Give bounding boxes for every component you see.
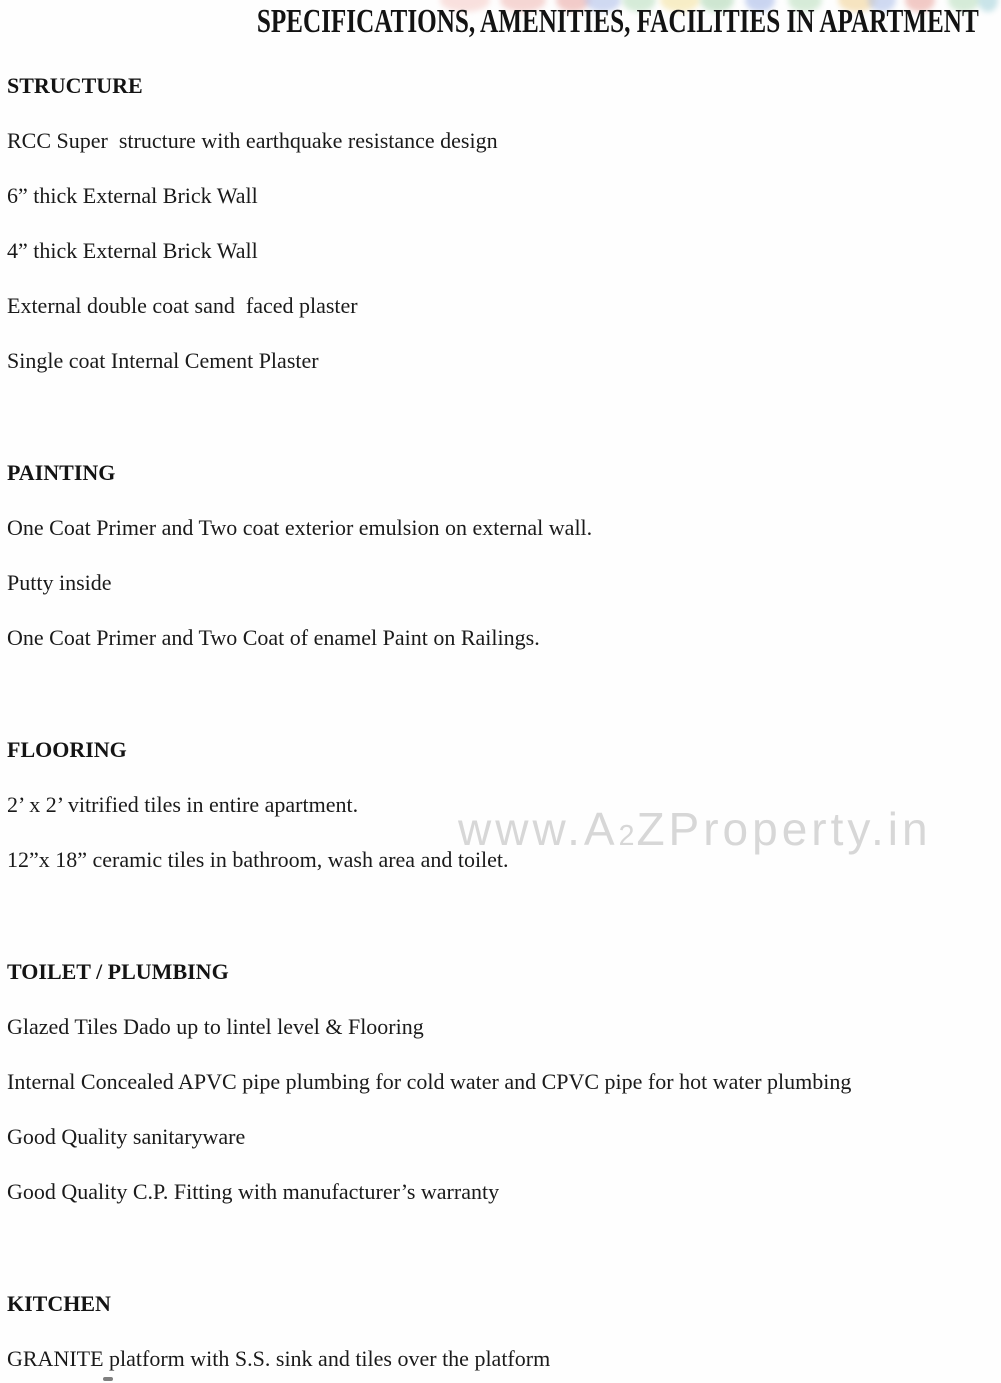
- title-row: [0, 0, 1001, 38]
- spec-item: One Coat Primer and Two Coat of enamel Paint on Railings.: [7, 625, 540, 650]
- spec-item: Putty inside: [7, 570, 112, 595]
- spec-item: 6” thick External Brick Wall: [7, 183, 258, 208]
- section-heading-flooring: FLOORING: [7, 737, 127, 762]
- spec-item: Internal Concealed APVC pipe plumbing for cold water and CPVC pipe for hot water plumbing: [7, 1069, 852, 1094]
- section-heading-structure: STRUCTURE: [7, 73, 143, 98]
- section-heading-kitchen: KITCHEN: [7, 1291, 111, 1316]
- watermark-prefix: www.A: [458, 803, 619, 855]
- spec-item: Good Quality C.P. Fitting with manufacturer’s warranty: [7, 1179, 500, 1204]
- spec-item: Single coat Internal Cement Plaster: [7, 348, 319, 373]
- spec-item: RCC Super structure with earthquake resistance design: [7, 128, 498, 153]
- scan-artifact: [103, 1377, 113, 1381]
- page-title: SPECIFICATIONS, AMENITIES, FACILITIES IN APARTMENT: [256, 3, 979, 40]
- section-painting: [7, 462, 995, 649]
- section-flooring: [7, 739, 995, 871]
- section-structure: [7, 75, 995, 372]
- spec-item: External double coat sand faced plaster: [7, 293, 358, 318]
- spec-item: GRANITE platform with S.S. sink and tiles over the platform: [7, 1346, 551, 1371]
- spec-item: 12”x 18” ceramic tiles in bathroom, wash area and toilet.: [7, 847, 509, 872]
- section-heading-toilet-plumbing: TOILET / PLUMBING: [7, 959, 229, 984]
- specifications-content: [0, 38, 1001, 1370]
- spec-item: 2’ x 2’ vitrified tiles in entire apartment.: [7, 792, 359, 817]
- watermark-suffix: ZProperty.in: [636, 803, 932, 855]
- section-kitchen: [7, 1293, 995, 1370]
- watermark-sub: 2: [618, 820, 637, 852]
- section-heading-painting: PAINTING: [7, 460, 116, 485]
- section-toilet-plumbing: [7, 961, 995, 1203]
- spec-item: Glazed Tiles Dado up to lintel level & Flooring: [7, 1014, 424, 1039]
- spec-item: Good Quality sanitaryware: [7, 1124, 246, 1149]
- spec-item: One Coat Primer and Two coat exterior emulsion on external wall.: [7, 515, 593, 540]
- spec-item: 4” thick External Brick Wall: [7, 238, 258, 263]
